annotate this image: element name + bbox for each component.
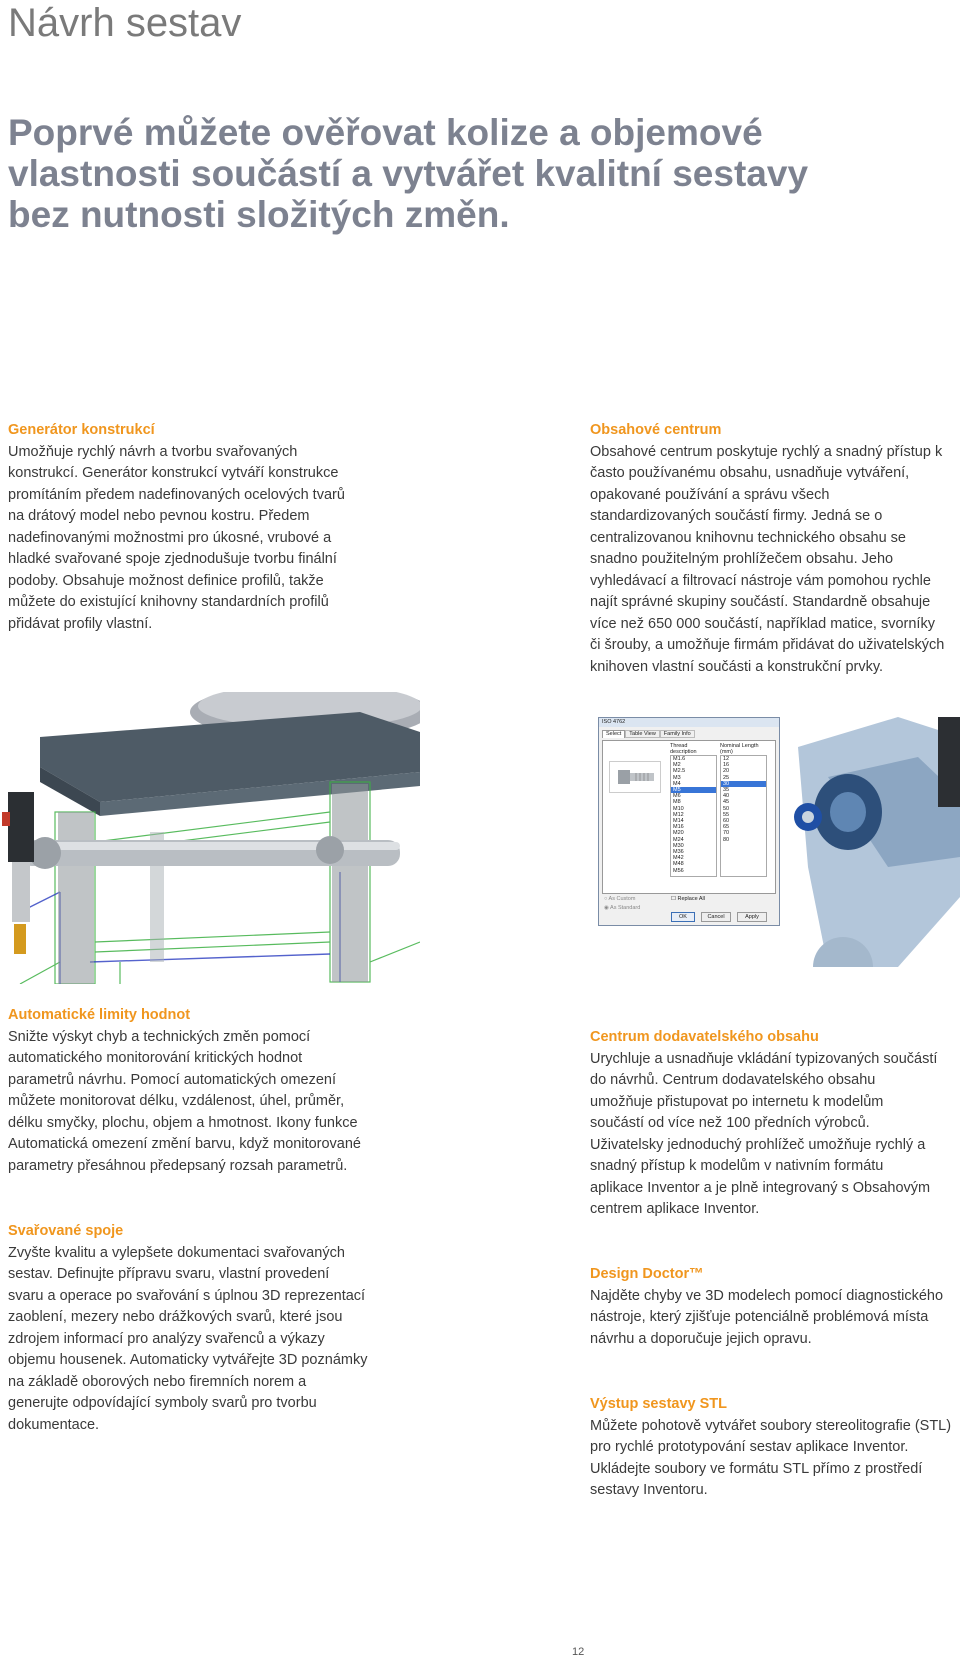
col-length-header: Nominal Length (mm) [720,743,759,755]
page-headline: Poprvé můžete ověřovat kolize a objemové vlastnosti součástí a vytvářet kvalitní sestavy bez nutnosti složitých změn. [8,112,809,235]
section-heading: Obsahové centrum [590,422,722,438]
section-content-center [590,420,945,678]
replace-all-checkbox[interactable]: ☐ Replace All [671,896,705,902]
section-heading: Výstup sestavy STL [590,1396,727,1412]
thread-list[interactable] [670,755,717,877]
list-item[interactable]: M42 [673,855,684,862]
list-item[interactable]: M14 [673,818,684,825]
radio-custom[interactable]: ○ As Custom [604,896,636,902]
section-body: Najděte chyby ve 3D modelech pomocí diagnostického nástroje, který zjišťuje potenciálně problémová místa návrhu a doporučuje jejich opravu. [590,1287,944,1347]
list-item[interactable]: 20 [723,768,730,775]
dialog-title-bar [599,718,779,727]
list-item[interactable]: 55 [723,811,730,818]
page-number: 12 [572,1646,585,1658]
list-item[interactable]: 65 [723,824,730,831]
radio-standard-label: As Standard [610,905,641,911]
dialog-body [602,740,776,894]
bolt-preview-icon [609,761,661,793]
section-body: Umožňuje rychlý návrh a tvorbu svařovaných konstrukcí. Generátor konstrukcí vytváří konstrukce promítáním předem nadefinovaných ocelových tvarů na drátový model nebo pevnou kostru. Předem nadefinovanými možnostmi pro úkosné, vrubové a hladké svařované spoje zjednodušuje tvorbu finální podoby. Obsahuje možnost definice profilů, takže můžete do existující knihovny standardních profilů přidávat profily vlastní. [8,443,345,632]
page-title: Návrh sestav [8,1,242,45]
radio-custom-label: As Custom [608,896,636,902]
list-item[interactable]: M12 [673,811,684,818]
list-item[interactable]: M1.6 [673,756,686,762]
section-body: Snižte výskyt chyb a technických změn pomocí automatického monitorování kritických hodnot parametrů návrhu. Pomocí automatických omezení můžete monitorovat délku, vzdálenost, úhel, průměr, délku smyčky, plochu, objem a hmotnost. Ikony funkce Automatická omezení změní barvu, když monitorované parametry přesáhnou předepsaný rozsah parametrů. [8,1028,361,1174]
length-list[interactable] [720,755,767,877]
section-heading: Automatické limity hodnot [8,1007,191,1023]
list-item[interactable]: 50 [723,805,730,812]
list-item[interactable]: 80 [723,836,730,843]
list-item[interactable]: 25 [723,774,730,781]
list-item[interactable]: 70 [723,830,730,837]
section-stl-output [590,1394,955,1502]
iso-dialog-window [598,717,780,926]
dialog-tabs [599,727,779,738]
section-heading: Centrum dodavatelského obsahu [590,1029,819,1045]
list-item[interactable]: 40 [723,793,730,800]
apply-button[interactable]: Apply [737,912,767,922]
section-heading: Generátor konstrukcí [8,422,155,438]
list-item[interactable]: M20 [673,830,684,837]
list-item[interactable]: M2.5 [673,768,686,775]
tab-select[interactable]: Select [602,730,625,738]
list-item[interactable]: 35 [723,787,730,794]
dialog-title: ISO 4762 [602,719,626,725]
tab-family-info[interactable]: Family Info [660,730,695,738]
section-body: Obsahové centrum poskytuje rychlý a snadný přístup k často používanému obsahu, usnadňuje vytváření, opakované používání a správu všech standardizovaných součástí firmy. Jedná se o centralizovanou knihovnu technického obsahu se snadno použitelným prohlížečem obsahu. Jeho vyhledávací a filtrovací nástroje vám pomohou rychle najít správné skupiny součástí. Standardně obsahuje více než 650 000 součástí, například matice, svorníky či šrouby, a umožňuje firmám přidávat do uživatelských knihoven vlastní součásti a konstrukční prvky. [590,443,945,675]
section-body: Zvyšte kvalitu a vylepšete dokumentaci svařovaných sestav. Definujte přípravu svaru, vlastní provedení svaru a operace po svařování s úplnou 3D reprezentací zaoblení, mezery nebo drážkových svarů, které jsou zdrojem informací pro analýzy svařenců a výkazy objemu housenek. Automaticky vytvářejte 3D poznámky na základě oborových nebo firemních norem a generujte odpovídající symboly svarů pro tvorbu dokumentace. [8,1244,368,1433]
section-body: Můžete pohotově vytvářet soubory stereolitografie (STL) pro rychlé prototypování sestav aplikace Inventor. Ukládejte soubory ve formátu STL přímo z prostředí sestavy Inventoru. [590,1417,952,1498]
ok-button[interactable]: OK [671,912,695,922]
section-design-doctor [590,1264,960,1350]
list-item[interactable]: M4 [673,780,681,787]
col-thread-header: Thread description [670,743,697,755]
list-item[interactable]: 16 [723,762,730,769]
list-item[interactable]: M48 [673,861,684,868]
list-item[interactable]: 45 [723,799,730,806]
list-item[interactable]: M16 [673,824,684,831]
content-center-screenshot [598,717,960,967]
list-item[interactable]: 60 [723,818,730,825]
section-heading: Svařované spoje [8,1223,124,1239]
list-item[interactable]: M24 [673,836,684,843]
list-item[interactable]: 12 [723,756,730,762]
list-item[interactable]: M56 [673,867,684,874]
replace-all-label: Replace All [677,896,705,902]
cancel-button[interactable]: Cancel [701,912,731,922]
list-item[interactable]: M30 [673,842,684,849]
list-item[interactable]: M10 [673,805,684,812]
section-weldments [8,1221,368,1436]
section-heading: Design Doctor™ [590,1266,704,1282]
section-body: Urychluje a usnadňuje vkládání typizovaných součástí do návrhů. Centrum dodavatelského obsahu umožňuje přistupovat po internetu k modelům součástí od více než 100 předních výrobců. Uživatelsky jednoduchý prohlížeč umožňuje rychlý a snadný přístup k modelům v nativním formátu aplikace Inventor a je plně integrovaný s Obsahovým centrem aplikace Inventor. [590,1050,938,1217]
section-supplier-content [590,1027,940,1221]
list-item[interactable]: M36 [673,849,684,856]
list-item[interactable]: 30 [721,781,766,787]
tab-table-view[interactable]: Table View [625,730,660,738]
list-item[interactable]: M2 [673,762,681,769]
list-item[interactable]: M6 [673,793,681,800]
radio-standard[interactable]: ◉ As Standard [604,905,641,911]
list-item[interactable]: M8 [673,799,681,806]
section-auto-limits [8,1005,368,1177]
list-item[interactable]: M3 [673,774,681,781]
section-frame-generator [8,420,358,635]
frame-generator-rendering [0,692,420,984]
list-item[interactable]: M5 [671,787,716,793]
